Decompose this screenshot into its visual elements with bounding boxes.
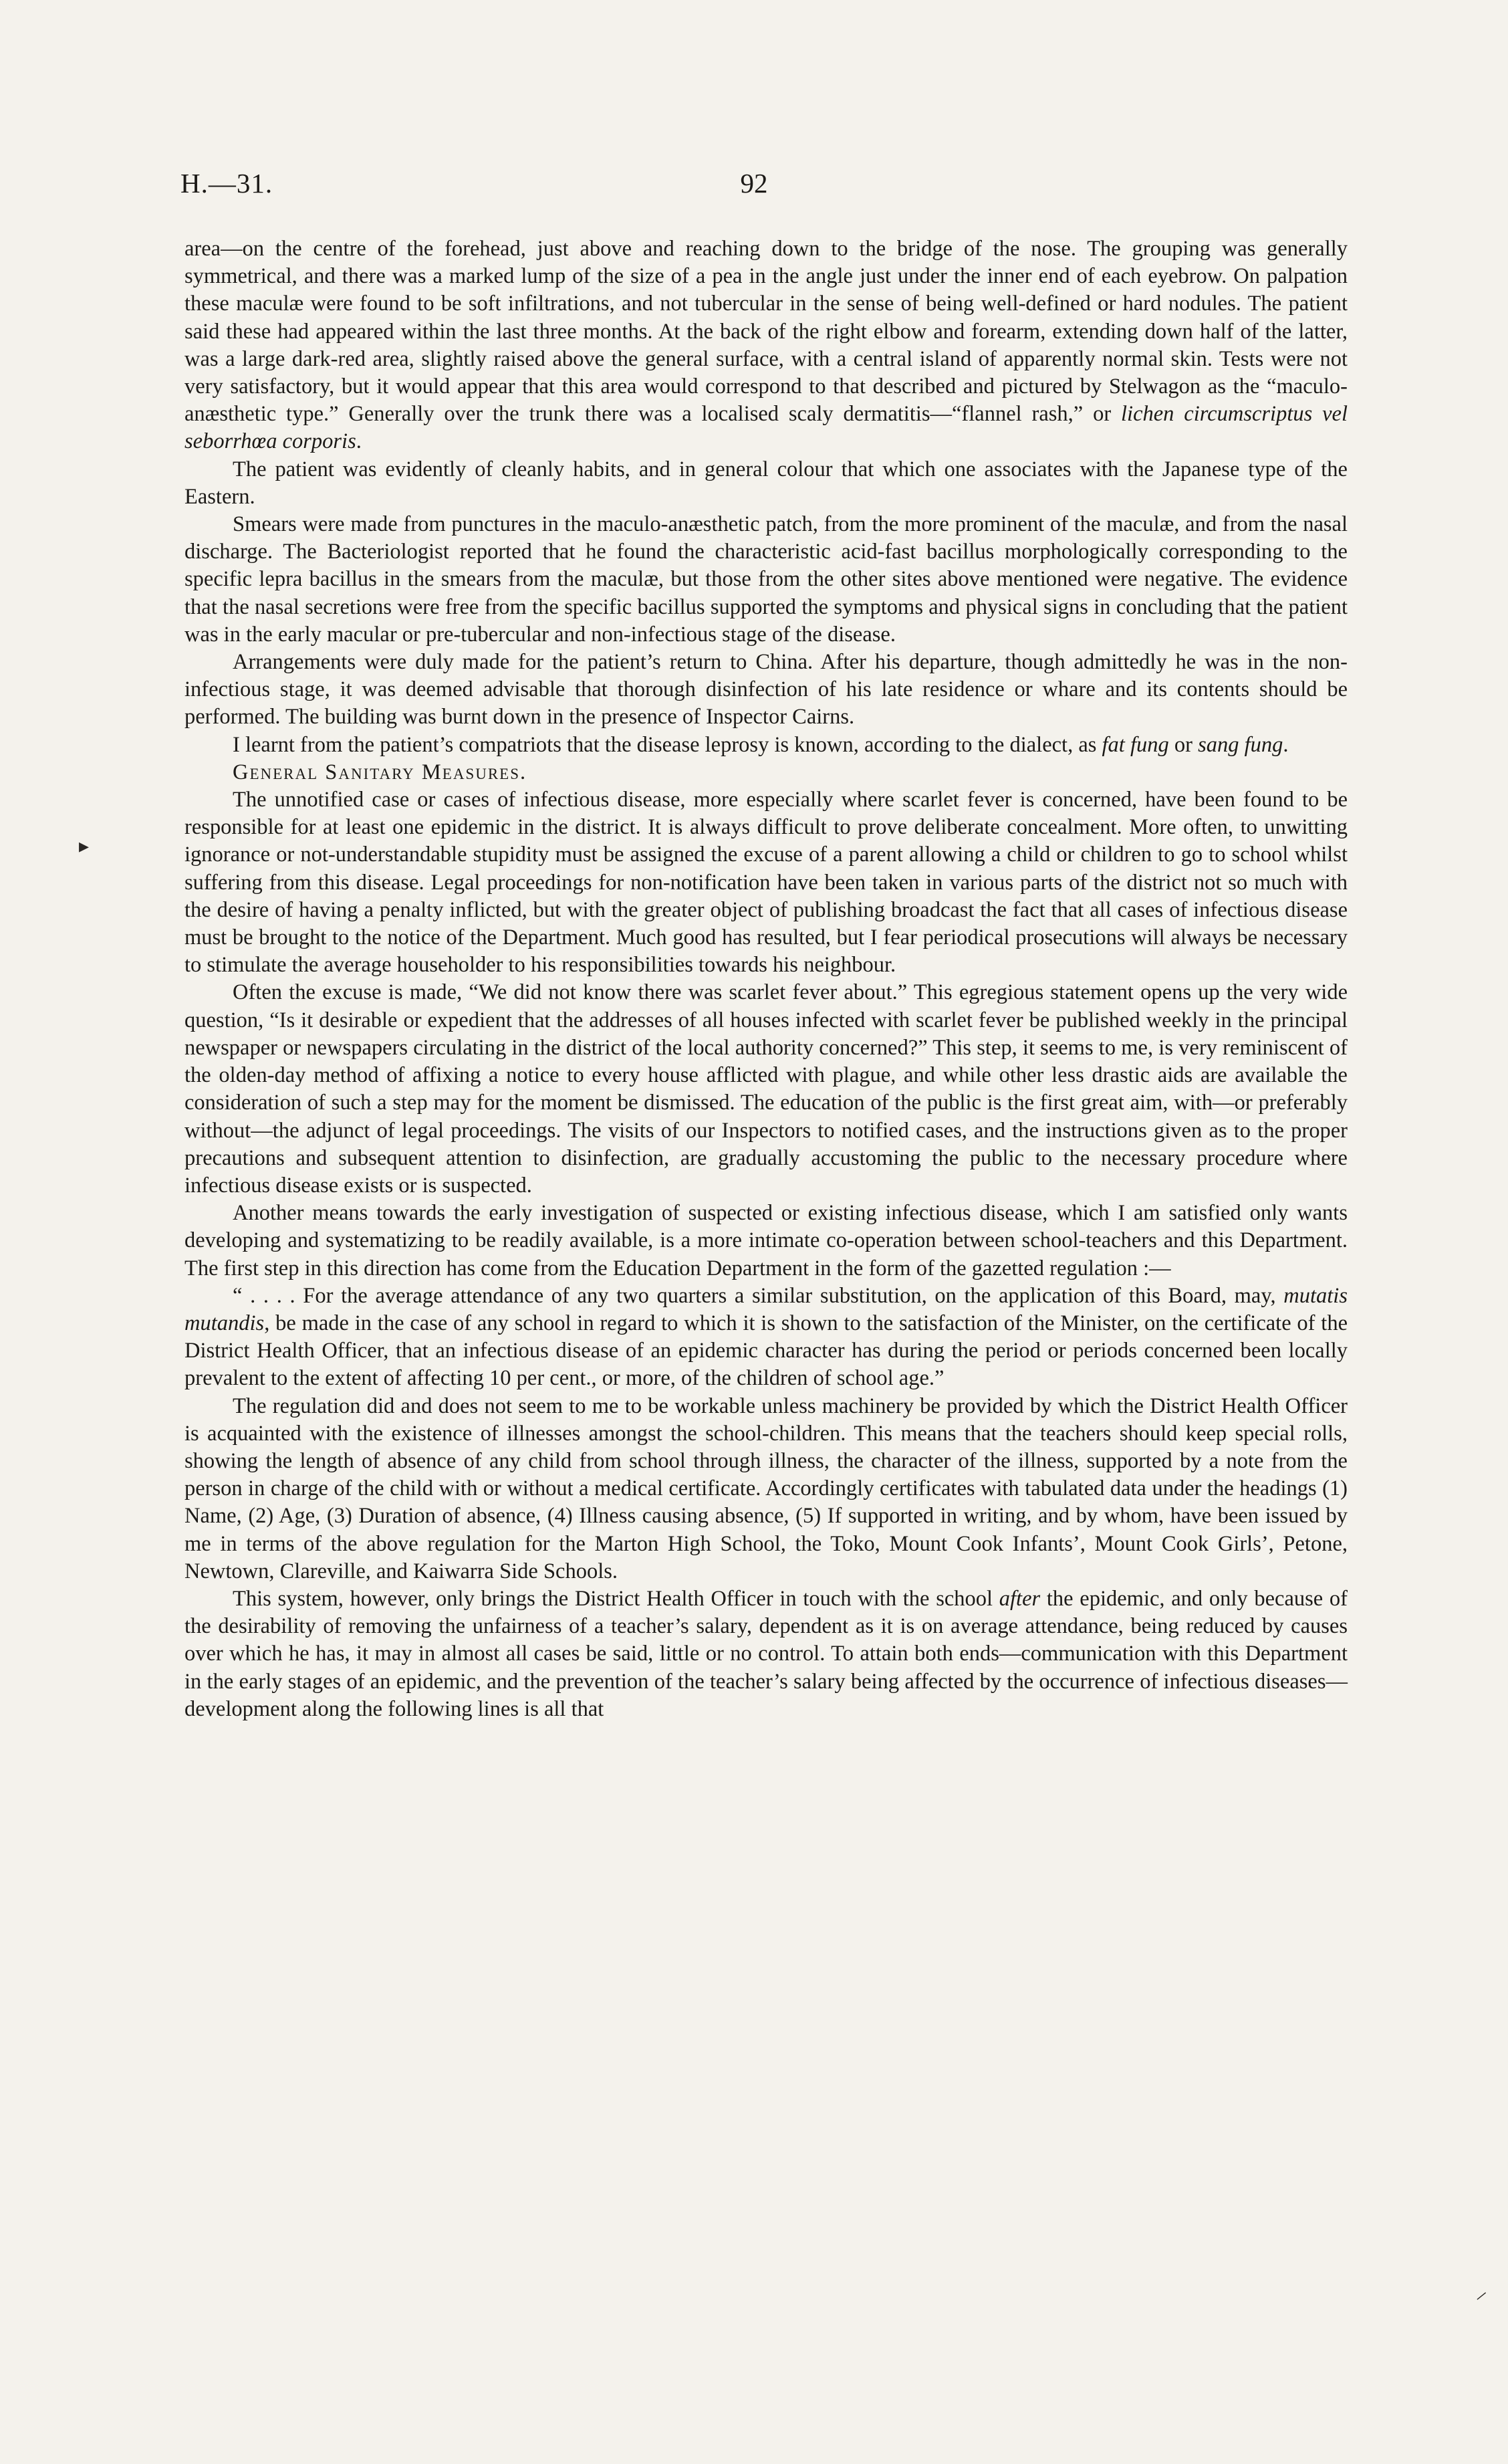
paragraph-4: Arrangements were duly made for the patient’s return to China. After his departure, though admittedly he was in the non-infectious stage, it was deemed advisable that thorough disinfection of his late residence or whare and its contents should be performed. The building was burnt down in the presence of Inspector Cairns. bbox=[184, 650, 1348, 730]
section-heading: General Sanitary Measures. bbox=[233, 760, 527, 784]
page-header bbox=[180, 167, 1328, 207]
paragraph-8: Another means towards the early investigation of suspected or existing infectious disease, which I am satisfied only wants developing and systematizing to be readily available, is a more intimate co-operation between school-teachers and this Department. The first step in this direction has come from the Education Department in the form of the gazetted regulation :— bbox=[184, 1201, 1348, 1280]
quoted-regulation: “ . . . . For the average attendance of any two quarters a similar substitution, on the application of this Board, may, mutatis mutandis, be made in the case of any school in regard to which it is shown to the satisfaction of the Minister, on the certificate of the District Health Officer, that an infectious disease of an epidemic character has during the period or periods concerned been locally prevalent to the extent of affecting 10 per cent., or more, of the children of school age.” bbox=[184, 1283, 1348, 1391]
document-reference: H.—31. bbox=[180, 168, 273, 199]
page-number: 92 bbox=[740, 168, 768, 199]
paragraph-1: area—on the centre of the forehead, just above and reaching down to the bridge of the nose. The grouping was generally symmetrical, and there was a marked lump of the size of a pea in the angle just under the inner end of each eyebrow. On palpation these maculæ were found to be soft infiltrations, and not tubercular in the sense of being well-defined or hard nodules. The patient said these had appeared within the last three months. At the back of the right elbow and forearm, extending down half of the latter, was a large dark-red area, slightly raised above the general surface, with a central island of apparently normal skin. Tests were not very satisfactory, but it would appear that this area would correspond to that described and pictured by Stelwagon as the “maculo-anæsthetic type.” Generally over the trunk there was a localised scaly dermatitis—“flannel rash,” or lichen circumscriptus vel seborrhœa corporis. bbox=[184, 237, 1348, 454]
paragraph-3: Smears were made from punctures in the maculo-anæsthetic patch, from the more prominent of the maculæ, and from the nasal discharge. The Bacteriologist reported that he found the characteristic acid-fast bacillus morphologically corresponding to the specific lepra bacillus in the smears from the maculæ, but those from the other sites above mentioned were negative. The evidence that the nasal secretions were free from the specific bacillus supported the symptoms and physical signs in concluding that the patient was in the early macular or pre-tubercular and non-infectious stage of the disease. bbox=[184, 512, 1348, 647]
paragraph-6: The unnotified case or cases of infectious disease, more especially where scarlet fever is concerned, have been found to be responsible for at least one epidemic in the district. It is always difficult to prove deliberate concealment. More often, to unwitting ignorance or not-understandable stupidity must be assigned the excuse of a parent allowing a child or children to go to school whilst suffering from this disease. Legal proceedings for non-notification have been taken in various parts of the district not so much with the desire of having a penalty inflicted, but with the greater object of publishing broadcast the fact that all cases of infectious disease must be brought to the notice of the Department. Much good has resulted, but I fear periodical prosecutions will always be necessary to stimulate the average householder to his responsibilities towards his neighbour. bbox=[184, 788, 1348, 978]
paragraph-5: I learnt from the patient’s compatriots that the disease leprosy is known, according to the dialect, as fat fung or sang fung. bbox=[233, 732, 1289, 757]
paragraph-2: The patient was evidently of cleanly habits, and in general colour that which one associates with the Japanese type of the Eastern. bbox=[184, 457, 1348, 509]
body-text bbox=[184, 235, 1348, 1723]
paragraph-9: The regulation did and does not seem to me to be workable unless machinery be provided by which the District Health Officer is acquainted with the existence of illnesses amongst the school-children. This means that the teachers should keep special rolls, showing the length of absence of any child from school through illness, the character of the illness, supported by a note from the person in charge of the child with or without a medical certificate. Accordingly certificates with tabulated data under the headings (1) Name, (2) Age, (3) Duration of absence, (4) Illness causing absence, (5) If supported in writing, and by whom, have been issued by me in terms of the above regulation for the Marton High School, the Toko, Mount Cook Infants’, Mount Cook Girls’, Petone, Newtown, Clareville, and Kaiwarra Side Schools. bbox=[184, 1393, 1348, 1583]
paragraph-10: This system, however, only brings the District Health Officer in touch with the school after the epidemic, and only because of the desirability of removing the unfairness of a teacher’s salary, dependent as it is on average attendance, being reduced by causes over which he has, it may in almost all cases be said, little or no control. To attain both ends—communication with this Department in the early stages of an epidemic, and the prevention of the teacher’s salary being affected by the occurrence of infectious diseases—development along the following lines is all that bbox=[184, 1586, 1348, 1721]
margin-tick: ⸝ bbox=[1476, 2281, 1486, 2303]
margin-mark: ▸ bbox=[79, 835, 90, 857]
paragraph-7: Often the excuse is made, “We did not know there was scarlet fever about.” This egregious statement opens up the very wide question, “Is it desirable or expedient that the addresses of all houses infected with scarlet fever be published weekly in the principal newspaper or newspapers circulating in the district of the local authority concerned?” This step, it seems to me, is very reminiscent of the olden-day method of affixing a notice to every house afflicted with plague, and while other less drastic aids are available the consideration of such a step may for the moment be dismissed. The education of the public is the first great aim, with—or preferably without—the adjunct of legal proceedings. The visits of our Inspectors to notified cases, and the instructions given as to the proper precautions and subsequent attention to disinfection, are gradually accustoming the public to the necessary procedure where infectious disease exists or is suspected. bbox=[184, 980, 1348, 1198]
